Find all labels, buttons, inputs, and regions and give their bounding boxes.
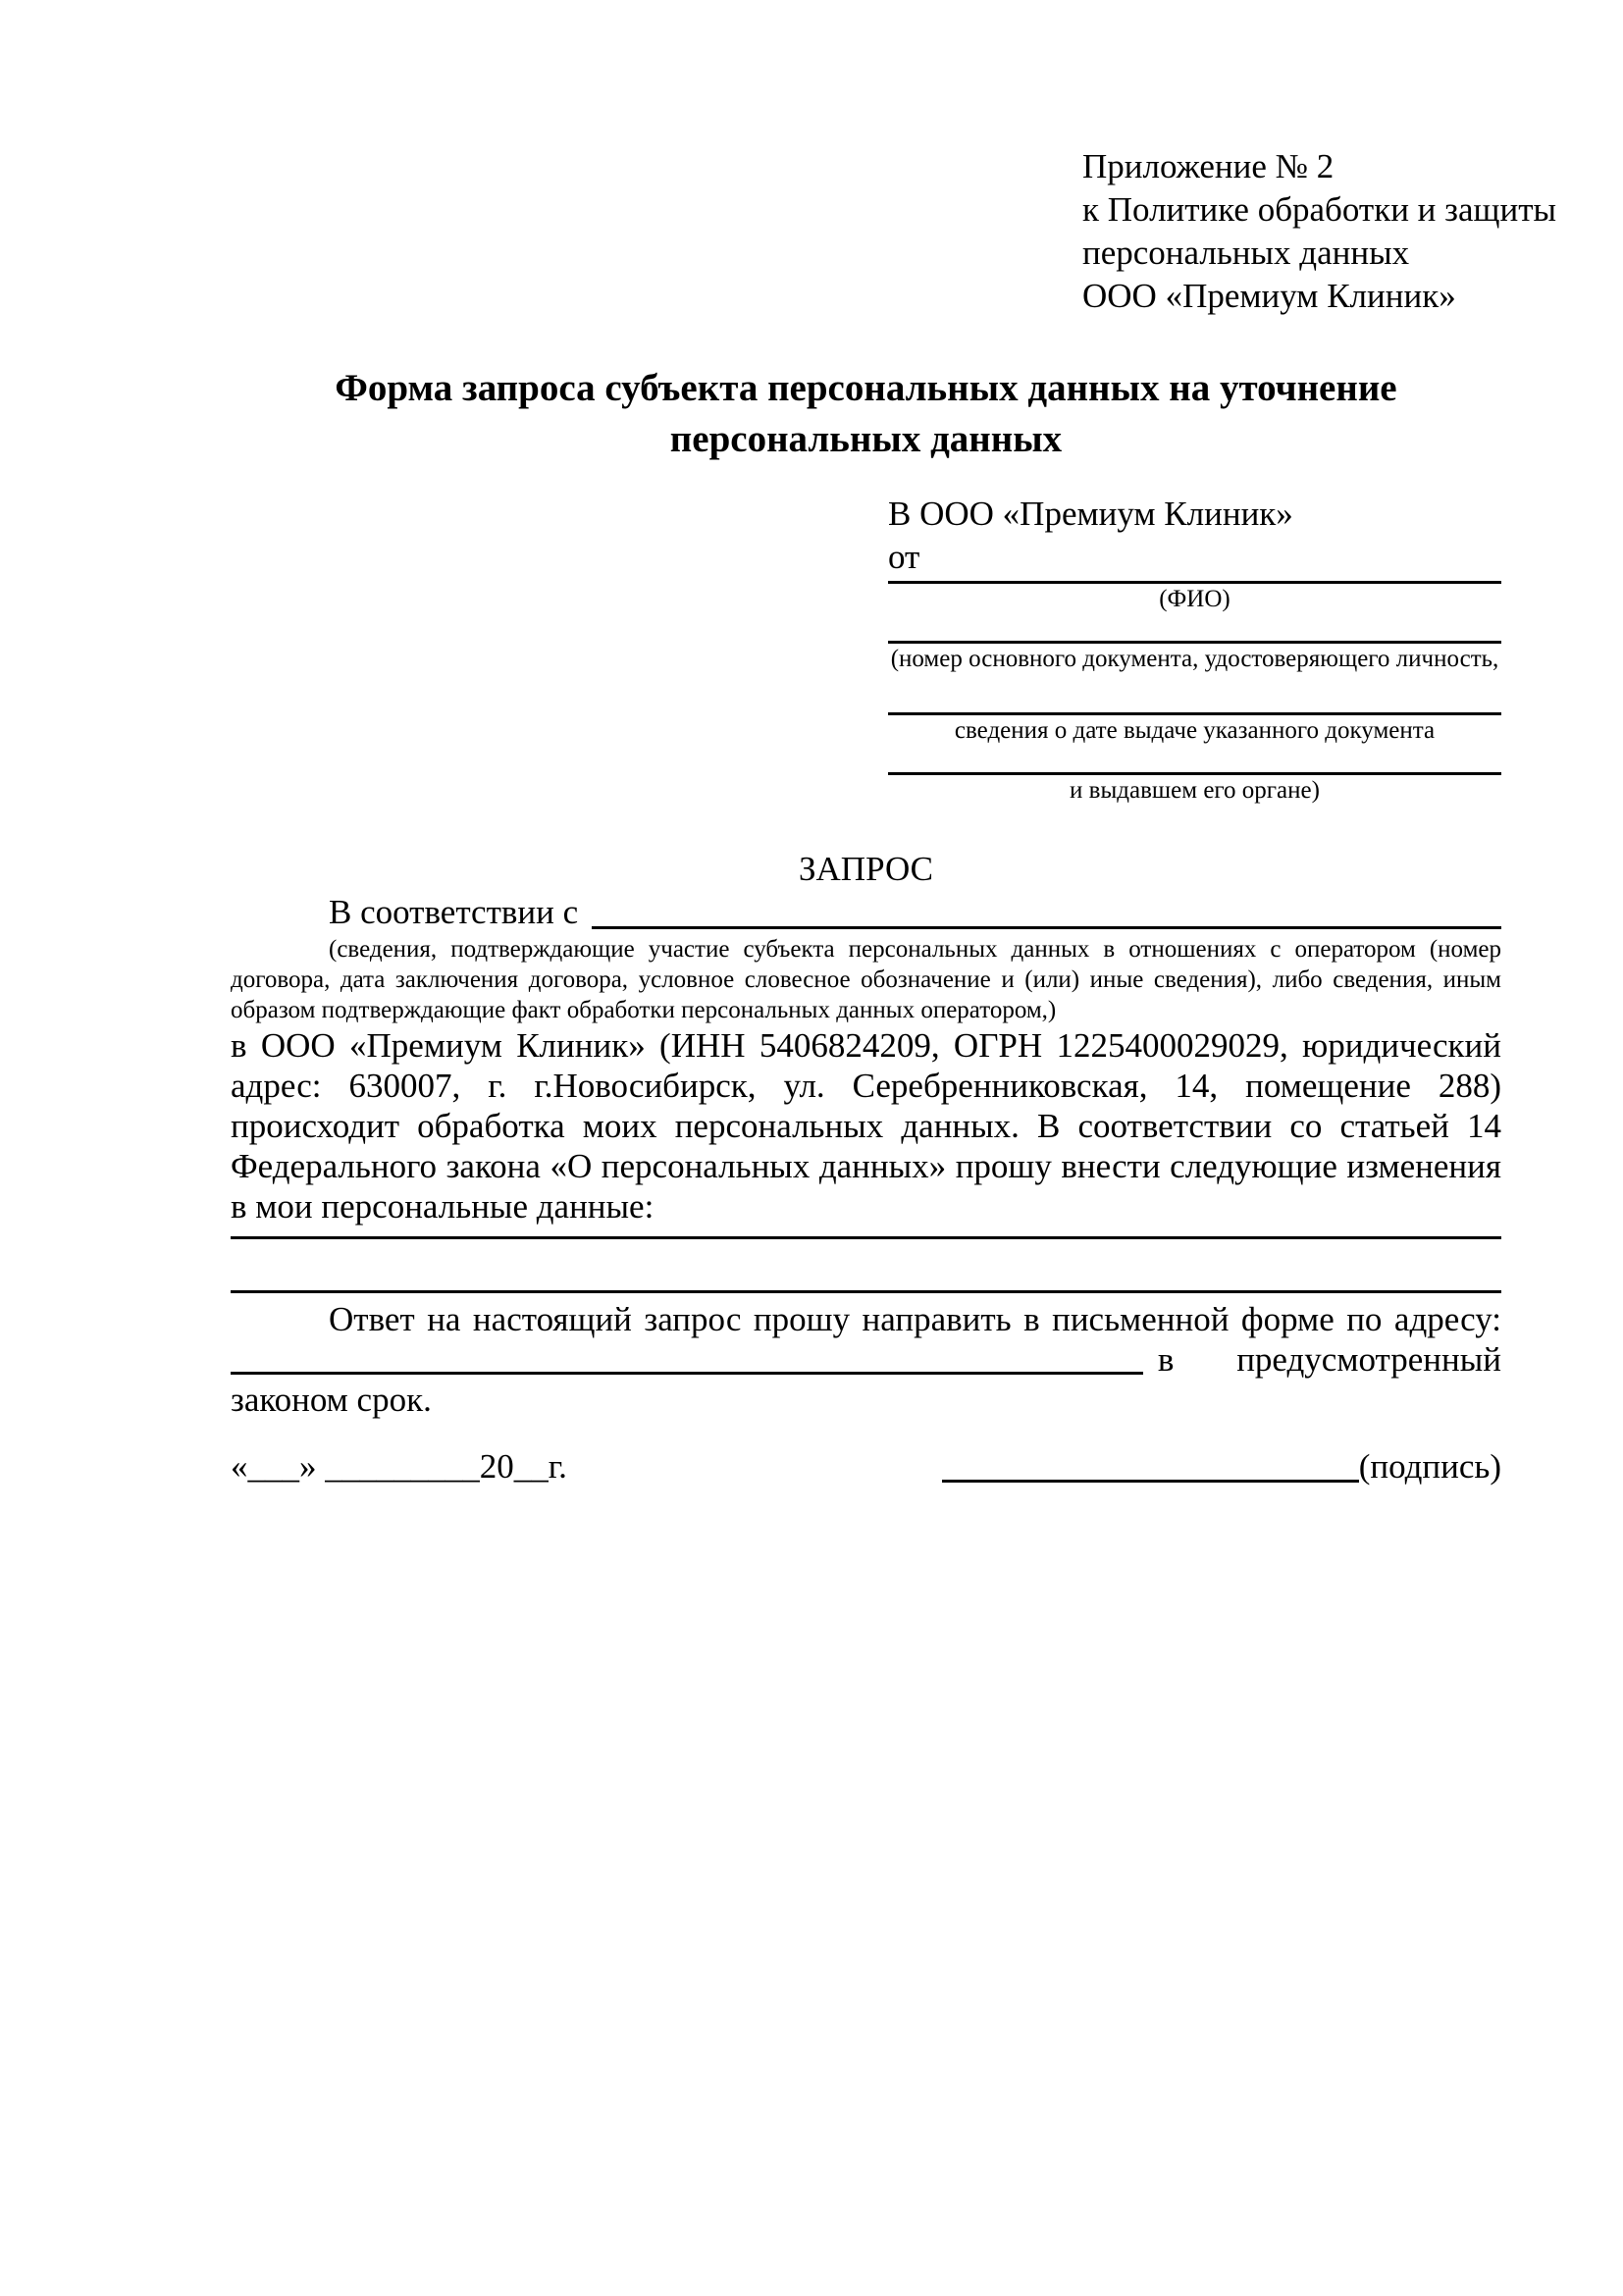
- signature-group: [942, 1445, 1501, 1488]
- fio-field-label: (ФИО): [1159, 586, 1230, 612]
- accordance-line: [231, 891, 1501, 934]
- signature-label: (подпись): [1358, 1447, 1501, 1486]
- body-paragraph: в ООО «Премиум Клиник» (ИНН 5406824209, ОГРН 1225400029029, юридический адрес: 630007, г. г.Новосибирск, ул. Серебренниковская, 14, помещение 288) происходит обработка моих персональных данных. В соответствии со статьей 14 Федерального закона «О персональных данных» прошу внести следующие изменения в мои персональные данные:: [231, 1026, 1501, 1226]
- appendix-header-line: персональных данных: [1082, 234, 1410, 272]
- addressee-from-label: от: [888, 538, 920, 576]
- changes-blank-line-2: [231, 1290, 1501, 1293]
- reply-address-blank-line: [231, 1372, 1143, 1375]
- reply-paragraph-line-3: законом срок.: [231, 1381, 432, 1419]
- issuing-authority-field-label: и выдавшем его органе): [1070, 777, 1320, 804]
- addressee-to: В ООО «Премиум Клиник»: [888, 495, 1293, 533]
- accordance-prefix: В соответствии с: [329, 893, 579, 931]
- appendix-header-line: Приложение № 2: [1082, 147, 1335, 185]
- signature-blank-line: [942, 1480, 1359, 1483]
- reply-paragraph-suffix: в предусмотренный: [1157, 1340, 1501, 1379]
- appendix-header-line: ООО «Премиум Клиник»: [1082, 277, 1456, 315]
- appendix-header-line: к Политике обработки и защиты: [1082, 190, 1557, 229]
- document-title: Форма запроса субъекта персональных данных на уточнение персональных данных: [335, 367, 1397, 460]
- reply-paragraph-line-2: [231, 1339, 1501, 1380]
- appendix-header: [1082, 145, 1557, 318]
- request-heading: ЗАПРОС: [798, 850, 934, 888]
- accordance-blank-line: [592, 926, 1501, 929]
- reply-paragraph-line-1: Ответ на настоящий запрос прошу направить в письменной форме по адресу:: [329, 1300, 1501, 1338]
- date-blank-text: «___» _________20__г.: [231, 1447, 567, 1486]
- issue-date-field-label: сведения о дате выдаче указанного документа: [954, 717, 1436, 744]
- changes-blank-line-1: [231, 1236, 1501, 1239]
- date-signature-row: [231, 1445, 1501, 1488]
- accordance-footnote: (сведения, подтверждающие участие субъекта персональных данных в отношениях с оператором (номер договора, дата заключения договора, условное словесное обозначение и (или) иные сведения), либо сведения, иным образом подтверждающие факт обработки персональных данных оператором,): [231, 936, 1501, 1023]
- addressee-block: [888, 493, 1501, 807]
- document-number-field-label: (номер основного документа, удостоверяющего личность,: [890, 646, 1499, 672]
